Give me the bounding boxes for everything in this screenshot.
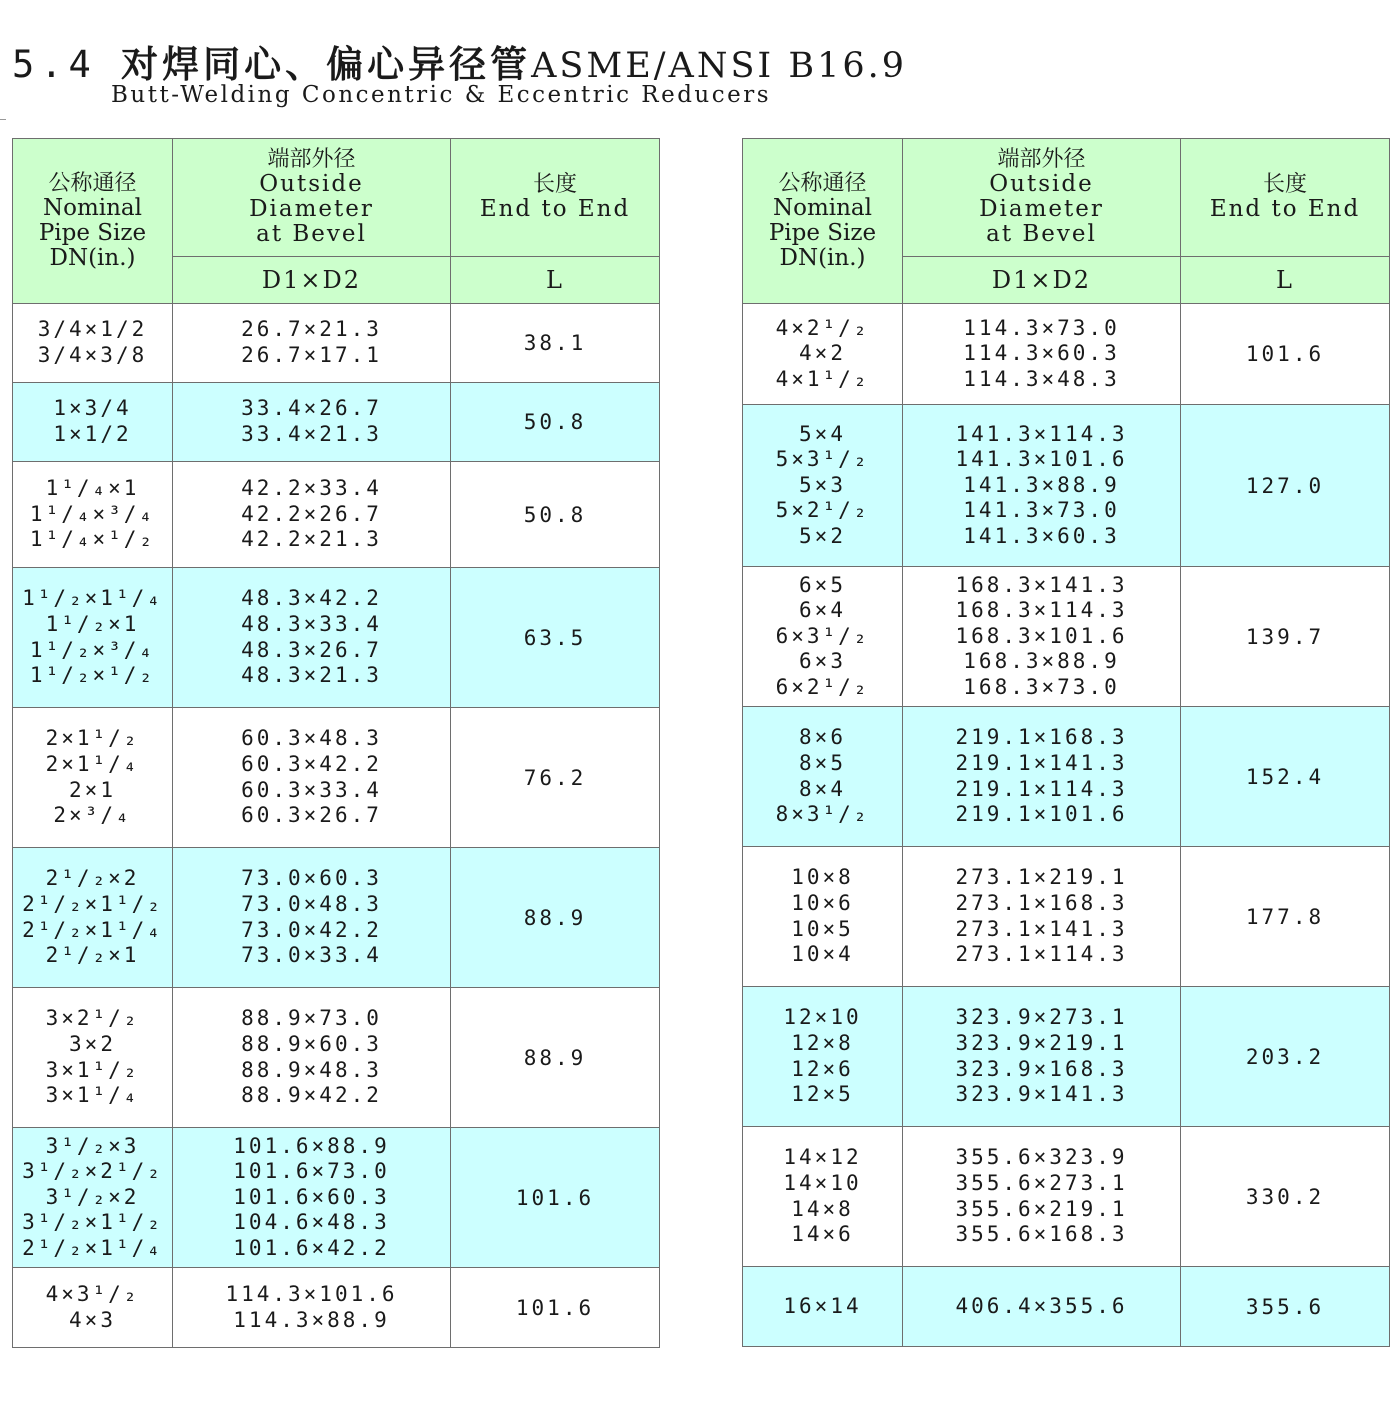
outside-diameter-value: 168.3×88.9 [963,649,1120,674]
nominal-size-cell [13,462,173,568]
outside-diameter-value: 219.1×114.3 [955,776,1128,801]
section-number: 5.4 [12,43,97,86]
outside-diameter-value: 48.3×21.3 [241,663,382,688]
outside-diameter-value: 104.6×48.3 [233,1210,390,1235]
nominal-size-value: 2¹/₂×1 [45,943,140,968]
nominal-size-value: 6×2¹/₂ [775,674,870,699]
outside-diameter-value: 101.6×88.9 [233,1133,390,1158]
outside-diameter-value: 60.3×48.3 [241,726,382,751]
outside-diameter-cell [903,987,1181,1127]
nominal-size-cell [13,304,173,383]
outside-diameter-value: 323.9×168.3 [955,1056,1128,1081]
outside-diameter-value: 101.6×73.0 [233,1159,390,1184]
nominal-size-value: 12×10 [783,1005,862,1030]
outside-diameter-value: 168.3×101.6 [955,623,1128,648]
table-row [743,567,1390,707]
table-row [13,1128,660,1268]
nominal-size-cell [13,988,173,1128]
left-table-body [13,304,660,1348]
outside-diameter-value: 141.3×60.3 [963,523,1120,548]
nominal-size-value: 3/4×3/8 [37,343,148,367]
nominal-size-value: 3¹/₂×2¹/₂ [22,1159,163,1184]
nominal-size-value: 5×3 [799,472,846,497]
length-cell: 355.6 [1181,1267,1390,1347]
nominal-size-value: 6×4 [799,598,846,623]
title-standard: ASME/ANSI B16.9 [531,46,908,86]
nominal-size-value: 2×1 [69,777,116,802]
outside-diameter-cell [173,462,451,568]
table-row [13,708,660,848]
nominal-size-cell [743,1127,903,1267]
nominal-size-value: 2×1¹/₄ [45,751,140,776]
table-row [13,462,660,568]
outside-diameter-cell [173,1128,451,1268]
nominal-size-value: 6×3 [799,649,846,674]
nominal-size-value: 2¹/₂×1¹/₄ [22,917,163,942]
header-od-symbol: D1×D2 [903,257,1181,304]
length-cell: 88.9 [451,848,660,988]
header-nominal: 公称通径 Nominal Pipe Size DN(in.) [743,139,903,304]
table-row [13,304,660,383]
outside-diameter-cell [173,1268,451,1348]
table-row [743,405,1390,567]
nominal-size-cell [743,707,903,847]
nominal-size-value: 3/4×1/2 [37,317,148,342]
outside-diameter-value: 273.1×168.3 [955,890,1128,915]
nominal-size-cell [743,405,903,567]
nominal-size-cell [13,568,173,708]
outside-diameter-value: 141.3×73.0 [963,498,1120,523]
outside-diameter-value: 48.3×26.7 [241,637,382,662]
outside-diameter-value: 88.9×42.2 [241,1083,382,1108]
length-cell: 76.2 [451,708,660,848]
header-od-symbol: D1×D2 [173,257,451,304]
header-length: 长度 End to End [1181,139,1390,257]
table-row [13,988,660,1128]
nominal-size-value: 3¹/₂×1¹/₂ [22,1210,163,1235]
outside-diameter-value: 273.1×114.3 [955,942,1128,967]
header-outside-diameter: 端部外径 Outside Diameter at Bevel [903,139,1181,257]
nominal-size-value: 1¹/₄×³/₄ [29,501,156,526]
outside-diameter-value: 355.6×219.1 [955,1196,1128,1221]
nominal-size-value: 1¹/₂×¹/₂ [29,663,156,688]
table-row [743,847,1390,987]
outside-diameter-value: 141.3×101.6 [955,447,1128,472]
nominal-size-value: 14×8 [791,1196,854,1221]
nominal-size-cell [13,848,173,988]
outside-diameter-value: 168.3×114.3 [955,598,1128,623]
nominal-size-value: 1¹/₄×1 [45,476,140,501]
nominal-size-value: 14×6 [791,1222,854,1247]
outside-diameter-value: 60.3×33.4 [241,777,382,802]
nominal-size-value: 2¹/₂×1¹/₂ [22,891,163,916]
outside-diameter-cell [173,708,451,848]
nominal-size-value: 12×8 [791,1030,854,1055]
outside-diameter-value: 406.4×355.6 [955,1293,1128,1318]
length-cell: 63.5 [451,568,660,708]
nominal-size-value: 14×12 [783,1145,862,1170]
nominal-size-value: 10×5 [791,916,854,941]
outside-diameter-value: 73.0×42.2 [241,917,382,942]
nominal-size-cell [743,1267,903,1347]
nominal-size-value: 3¹/₂×2 [45,1184,140,1209]
nominal-size-cell [743,567,903,707]
nominal-size-value: 6×5 [799,572,846,597]
nominal-size-value: 5×2¹/₂ [775,498,870,523]
nominal-size-value: 4×1¹/₂ [775,366,870,391]
nominal-size-value: 3×1¹/₄ [45,1083,140,1108]
outside-diameter-value: 355.6×323.9 [955,1145,1128,1170]
nominal-size-value: 3×2 [69,1031,116,1056]
header-length-symbol: L [1181,257,1390,304]
outside-diameter-cell [903,304,1181,405]
nominal-size-value: 10×8 [791,865,854,890]
outside-diameter-value: 73.0×60.3 [241,866,382,891]
nominal-size-value: 2×1¹/₂ [45,726,140,751]
outside-diameter-value: 323.9×141.3 [955,1082,1128,1107]
header-nominal: 公称通径 Nominal Pipe Size DN(in.) [13,139,173,304]
length-cell: 50.8 [451,462,660,568]
nominal-size-value: 3×2¹/₂ [45,1006,140,1031]
table-row [13,848,660,988]
outside-diameter-value: 26.7×21.3 [241,317,382,342]
outside-diameter-value: 48.3×33.4 [241,611,382,636]
outside-diameter-value: 114.3×88.9 [233,1307,390,1332]
outside-diameter-cell [903,405,1181,567]
length-cell: 101.6 [451,1128,660,1268]
table-row [13,568,660,708]
right-table-body [743,304,1390,1347]
nominal-size-cell [743,304,903,405]
nominal-size-value: 2×³/₄ [53,803,132,828]
table-row [743,987,1390,1127]
outside-diameter-cell [173,988,451,1128]
outside-diameter-value: 323.9×273.1 [955,1005,1128,1030]
outside-diameter-value: 114.3×73.0 [963,315,1120,340]
outside-diameter-value: 273.1×219.1 [955,865,1128,890]
outside-diameter-cell [173,568,451,708]
outside-diameter-value: 33.4×21.3 [241,422,382,446]
nominal-size-value: 16×14 [783,1293,862,1318]
length-cell: 50.8 [451,383,660,462]
nominal-size-cell [743,847,903,987]
outside-diameter-value: 168.3×73.0 [963,674,1120,699]
outside-diameter-value: 219.1×141.3 [955,750,1128,775]
outside-diameter-value: 219.1×101.6 [955,802,1128,827]
outside-diameter-value: 114.3×101.6 [225,1281,398,1306]
outside-diameter-value: 33.4×26.7 [241,396,382,421]
length-cell: 127.0 [1181,405,1390,567]
length-cell: 152.4 [1181,707,1390,847]
nominal-size-value: 3¹/₂×3 [45,1133,140,1158]
nominal-size-cell [13,1268,173,1348]
reducer-table-left [12,138,660,1348]
outside-diameter-value: 73.0×33.4 [241,943,382,968]
nominal-size-value: 4×3¹/₂ [45,1281,140,1306]
outside-diameter-value: 219.1×168.3 [955,725,1128,750]
nominal-size-value: 12×6 [791,1056,854,1081]
nominal-size-cell [13,1128,173,1268]
outside-diameter-cell [173,383,451,462]
header-length-symbol: L [451,257,660,304]
nominal-size-value: 12×5 [791,1082,854,1107]
nominal-size-value: 2¹/₂×1¹/₄ [22,1235,163,1260]
outside-diameter-value: 60.3×26.7 [241,803,382,828]
table-row [743,1127,1390,1267]
nominal-size-cell [13,383,173,462]
table-row [13,383,660,462]
table-row [743,707,1390,847]
nominal-size-value: 14×10 [783,1170,862,1195]
nominal-size-cell [743,987,903,1127]
table-row [743,1267,1390,1347]
outside-diameter-value: 42.2×26.7 [241,501,382,526]
nominal-size-value: 10×6 [791,890,854,915]
table-row [743,304,1390,405]
nominal-size-value: 1¹/₂×1 [45,611,140,636]
nominal-size-value: 4×3 [69,1307,116,1332]
nominal-size-value: 5×2 [799,523,846,548]
outside-diameter-value: 60.3×42.2 [241,751,382,776]
outside-diameter-cell [903,567,1181,707]
outside-diameter-value: 114.3×48.3 [963,366,1120,391]
outside-diameter-value: 141.3×88.9 [963,472,1120,497]
outside-diameter-cell [173,848,451,988]
nominal-size-cell [13,708,173,848]
title-chinese: 对焊同心、偏心异径管 [121,43,532,86]
nominal-size-value: 10×4 [791,942,854,967]
outside-diameter-cell [903,1127,1181,1267]
outside-diameter-value: 273.1×141.3 [955,916,1128,941]
nominal-size-value: 8×5 [799,750,846,775]
page-subtitle: Butt-Welding Concentric & Eccentric Reducers [111,82,772,108]
outside-diameter-value: 355.6×273.1 [955,1170,1128,1195]
nominal-size-value: 5×4 [799,421,846,446]
nominal-size-value: 8×3¹/₂ [775,802,870,827]
header-length: 长度 End to End [451,139,660,257]
outside-diameter-value: 48.3×42.2 [241,586,382,611]
length-cell: 101.6 [451,1268,660,1348]
outside-diameter-value: 323.9×219.1 [955,1030,1128,1055]
length-cell: 88.9 [451,988,660,1128]
length-cell: 101.6 [1181,304,1390,405]
nominal-size-value: 1¹/₂×1¹/₄ [22,586,163,611]
page-title [12,34,907,88]
outside-diameter-value: 168.3×141.3 [955,572,1128,597]
length-cell: 177.8 [1181,847,1390,987]
outside-diameter-value: 88.9×73.0 [241,1006,382,1031]
outside-diameter-cell [173,304,451,383]
nominal-size-value: 1¹/₄×¹/₂ [29,527,156,552]
length-cell: 203.2 [1181,987,1390,1127]
outside-diameter-value: 88.9×48.3 [241,1057,382,1082]
nominal-size-value: 5×3¹/₂ [775,447,870,472]
nominal-size-value: 6×3¹/₂ [775,623,870,648]
length-cell: 330.2 [1181,1127,1390,1267]
nominal-size-value: 1×3/4 [53,396,132,421]
outside-diameter-cell [903,1267,1181,1347]
nominal-size-value: 1¹/₂×³/₄ [29,637,156,662]
nominal-size-value: 3×1¹/₂ [45,1057,140,1082]
length-cell: 38.1 [451,304,660,383]
outside-diameter-value: 73.0×48.3 [241,891,382,916]
outside-diameter-value: 88.9×60.3 [241,1031,382,1056]
table-row [13,1268,660,1348]
nominal-size-value: 1×1/2 [53,422,132,446]
nominal-size-value: 2¹/₂×2 [45,866,140,891]
outside-diameter-value: 114.3×60.3 [963,341,1120,366]
outside-diameter-value: 355.6×168.3 [955,1222,1128,1247]
outside-diameter-value: 101.6×60.3 [233,1184,390,1209]
outside-diameter-cell [903,707,1181,847]
outside-diameter-value: 42.2×33.4 [241,476,382,501]
nominal-size-value: 4×2¹/₂ [775,315,870,340]
outside-diameter-value: 42.2×21.3 [241,527,382,552]
margin-tick [0,119,6,120]
outside-diameter-cell [903,847,1181,987]
reducer-table-right [742,138,1390,1347]
nominal-size-value: 4×2 [799,341,846,366]
nominal-size-value: 8×6 [799,725,846,750]
nominal-size-value: 8×4 [799,776,846,801]
header-outside-diameter: 端部外径 Outside Diameter at Bevel [173,139,451,257]
outside-diameter-value: 101.6×42.2 [233,1235,390,1260]
length-cell: 139.7 [1181,567,1390,707]
outside-diameter-value: 26.7×17.1 [241,343,382,367]
outside-diameter-value: 141.3×114.3 [955,421,1128,446]
